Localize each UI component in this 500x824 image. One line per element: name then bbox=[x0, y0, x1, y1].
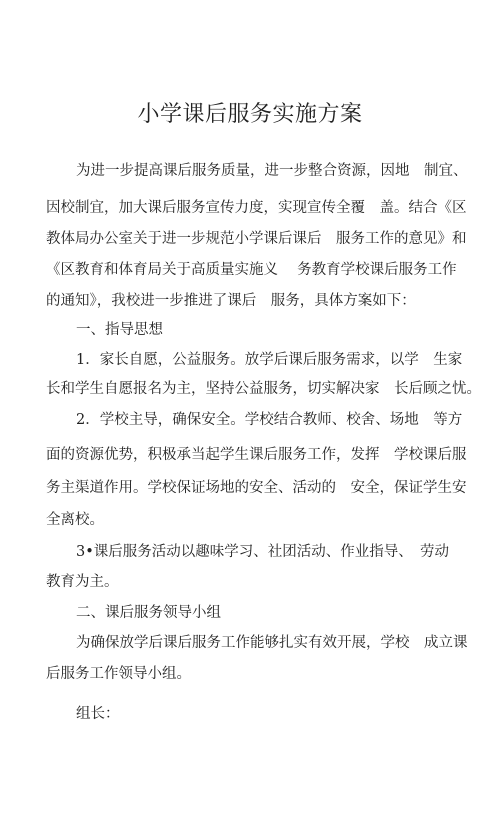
paragraph-line: 为确保放学后课后服务工作能够扎实有效开展，学校 成立课 bbox=[76, 635, 468, 651]
document-title: 小学课后服务实施方案 bbox=[137, 102, 363, 127]
paragraph-line: 教育为主。 bbox=[46, 574, 119, 590]
paragraph-line: 全离校。 bbox=[46, 512, 104, 528]
section-heading: 二、课后服务领导小组 bbox=[76, 605, 221, 621]
paragraph-line: 的通知》，我校进一步推进了课后 服务，具体方案如下： bbox=[46, 293, 416, 309]
paragraph-line: 2．学校主导，确保安全。学校结合教师、校舍、场地 等方 bbox=[76, 412, 463, 428]
paragraph-line: 因校制宜，加大课后服务宣传力度，实现宣传全覆 盖。结合《区 bbox=[46, 200, 467, 216]
paragraph-line: 务主渠道作用。学校保证场地的安全、活动的 安全，保证学生安 bbox=[46, 480, 467, 496]
paragraph-line: 长和学生自愿报名为主，坚持公益服务，切实解决家 长后顾之忧。 bbox=[46, 381, 481, 397]
paragraph-line: 面的资源优势，积极承当起学生课后服务工作，发挥 学校课后服 bbox=[46, 447, 467, 463]
paragraph-line: 教体局办公室关于进一步规范小学课后课后 服务工作的意见》和 bbox=[46, 231, 467, 247]
paragraph-line: 为进一步提高课后服务质量，进一步整合资源，因地 制宜、 bbox=[76, 163, 468, 179]
paragraph-line: 《区教育和体育局关于高质量实施义 务教育学校课后服务工作 bbox=[46, 262, 457, 278]
paragraph-line: 后服务工作领导小组。 bbox=[46, 666, 191, 682]
paragraph-line: 1．家长自愿，公益服务。放学后课后服务需求，以学 生家 bbox=[76, 352, 463, 368]
paragraph-line: 组长： bbox=[76, 706, 120, 722]
section-heading: 一、指导思想 bbox=[76, 322, 163, 338]
paragraph-line: 3•课后服务活动以趣味学习、社团活动、作业指导、 劳动 bbox=[76, 544, 450, 560]
